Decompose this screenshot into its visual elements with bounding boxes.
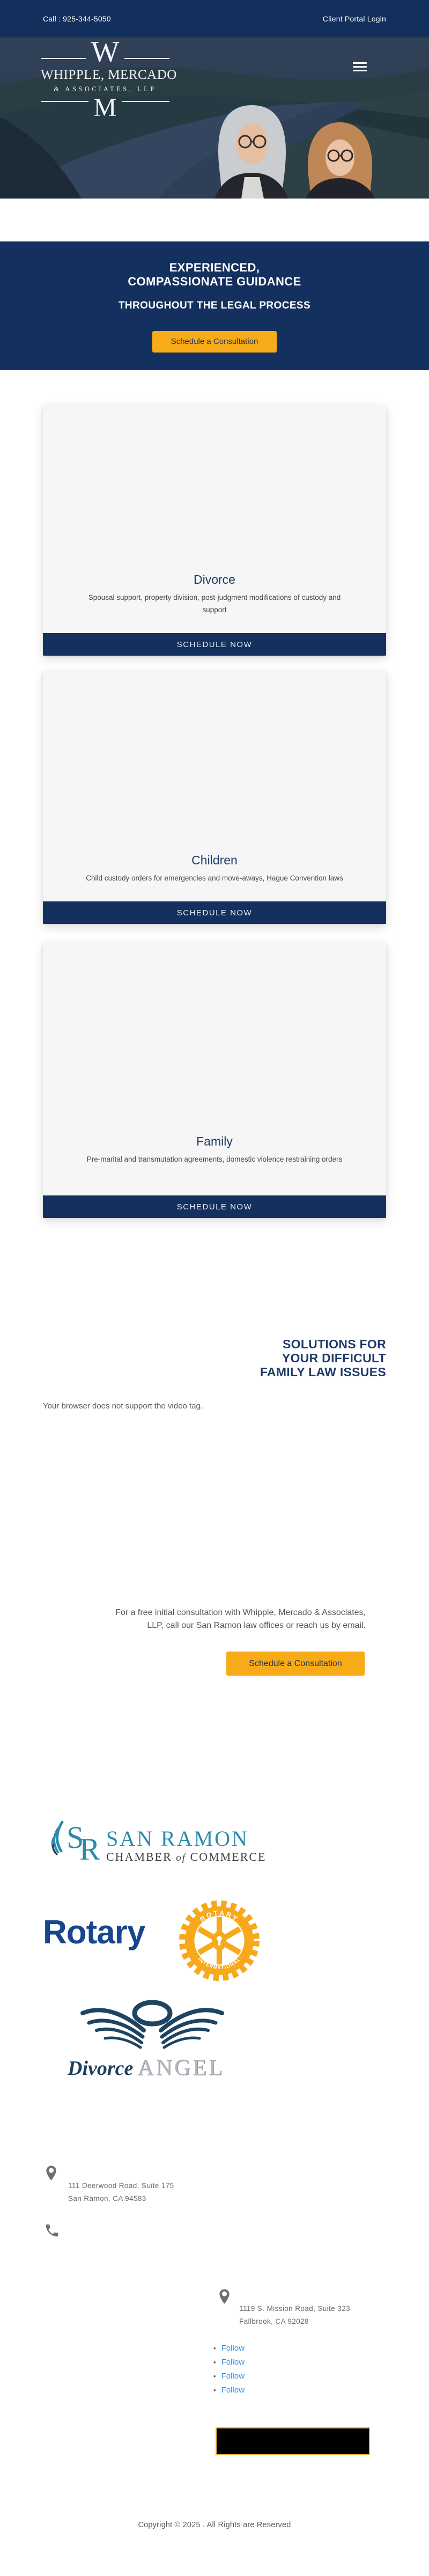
hero-header <box>0 38 429 199</box>
card-title: Family <box>196 1134 233 1148</box>
logo-rule <box>41 58 86 59</box>
social-follow-item <box>213 2358 245 2372</box>
schedule-now-button-family[interactable]: SCHEDULE NOW <box>43 1195 386 1218</box>
follow-link-4[interactable]: Follow <box>221 2386 245 2395</box>
firm-subtitle: & ASSOCIATES, LLP <box>54 85 157 93</box>
follow-link-2[interactable]: Follow <box>221 2358 245 2367</box>
practice-card-divorce <box>43 405 386 656</box>
card-description: Pre-marital and transmutation agreements, domestic violence restraining orders <box>86 1155 343 1163</box>
social-follow-list <box>213 2344 245 2399</box>
cta-banner <box>0 241 429 370</box>
svg-text:S: S <box>66 1820 84 1855</box>
chamber-title: SAN RAMON <box>106 1826 249 1851</box>
location-pin-icon <box>46 2164 57 2185</box>
social-follow-item <box>213 2372 245 2386</box>
hamburger-menu-icon[interactable] <box>353 62 367 74</box>
rotary-wordmark[interactable]: Rotary <box>43 1914 145 1951</box>
badge-widget[interactable] <box>216 2427 370 2455</box>
svg-text:R: R <box>79 1832 100 1866</box>
logo-rule <box>41 101 88 102</box>
bullet-icon: • <box>213 2358 216 2366</box>
card-title: Divorce <box>194 573 235 586</box>
logo-rule <box>124 58 169 59</box>
firm-logo <box>41 38 177 122</box>
solutions-heading: SOLUTIONS FOR YOUR DIFFICULT FAMILY LAW ISSUES <box>260 1337 386 1379</box>
client-portal-login-link[interactable]: Client Portal Login <box>322 14 386 23</box>
follow-link-3[interactable]: Follow <box>221 2372 245 2381</box>
card-description: Child custody orders for emergencies and move-aways, Hague Convention laws <box>86 874 343 882</box>
bullet-icon: • <box>213 2386 216 2394</box>
office-address-fallbrook: 1119 S. Mission Road, Suite 323 Fallbrook, CA 92028 <box>239 2305 351 2325</box>
angel-wings-icon[interactable] <box>79 1997 225 2056</box>
card-image-children <box>43 671 386 847</box>
card-description: Spousal support, property division, post-judgment modifications of custody and support <box>88 593 341 614</box>
schedule-consultation-button[interactable]: Schedule a Consultation <box>152 331 277 353</box>
phone-icon[interactable] <box>44 2222 60 2241</box>
chamber-subtitle: CHAMBER of COMMERCE <box>106 1850 266 1863</box>
halo-icon <box>135 2002 170 2024</box>
practice-card-children <box>43 671 386 924</box>
practice-card-family <box>43 942 386 1218</box>
office-address-san-ramon: 111 Deerwood Road, Suite 175 San Ramon, CA 94583 <box>68 2182 174 2203</box>
card-title: Children <box>191 853 238 867</box>
phone-link[interactable]: Call : 925-344-5050 <box>43 14 111 23</box>
follow-link-1[interactable]: Follow <box>221 2344 245 2353</box>
card-image-divorce <box>43 405 386 566</box>
san-ramon-chamber-logo[interactable] <box>46 1818 266 1869</box>
schedule-consultation-button-2[interactable]: Schedule a Consultation <box>226 1652 365 1676</box>
bullet-icon: • <box>213 2372 216 2380</box>
schedule-now-button-divorce[interactable]: SCHEDULE NOW <box>43 633 386 656</box>
logo-rule <box>122 101 169 102</box>
consultation-text: For a free initial consultation with Whipple, Mercado & Associates, LLP, call our San Ramon law offices or reach us by email. <box>115 1608 366 1630</box>
location-pin-icon <box>219 2288 230 2308</box>
card-image-family <box>43 942 386 1128</box>
logo-initial-w: W <box>91 38 120 69</box>
divorce-angel-wordmark[interactable]: Divorce ANGEL <box>68 2056 225 2080</box>
banner-heading: EXPERIENCED, COMPASSIONATE GUIDANCE <box>128 261 301 288</box>
copyright-text: Copyright © 2025 . All Rights are Reserved <box>138 2521 291 2529</box>
top-bar <box>0 0 429 38</box>
rotary-wheel-icon[interactable] <box>177 1898 262 1986</box>
svg-text:INTERNATIONAL: INTERNATIONAL <box>197 1956 242 1970</box>
social-follow-item <box>213 2386 245 2399</box>
svg-text:ROTARY: ROTARY <box>198 1909 240 1924</box>
chamber-monogram <box>52 1820 100 1866</box>
social-follow-item <box>213 2344 245 2358</box>
firm-name: WHIPPLE, MERCADO <box>41 67 177 82</box>
schedule-now-button-children[interactable]: SCHEDULE NOW <box>43 901 386 924</box>
video-fallback-text: Your browser does not support the video tag. <box>43 1401 203 1411</box>
attorney-figure-1 <box>214 105 289 199</box>
banner-subheading: THROUGHOUT THE LEGAL PROCESS <box>118 300 311 311</box>
logo-initial-m: M <box>93 93 117 122</box>
bullet-icon: • <box>213 2344 216 2352</box>
